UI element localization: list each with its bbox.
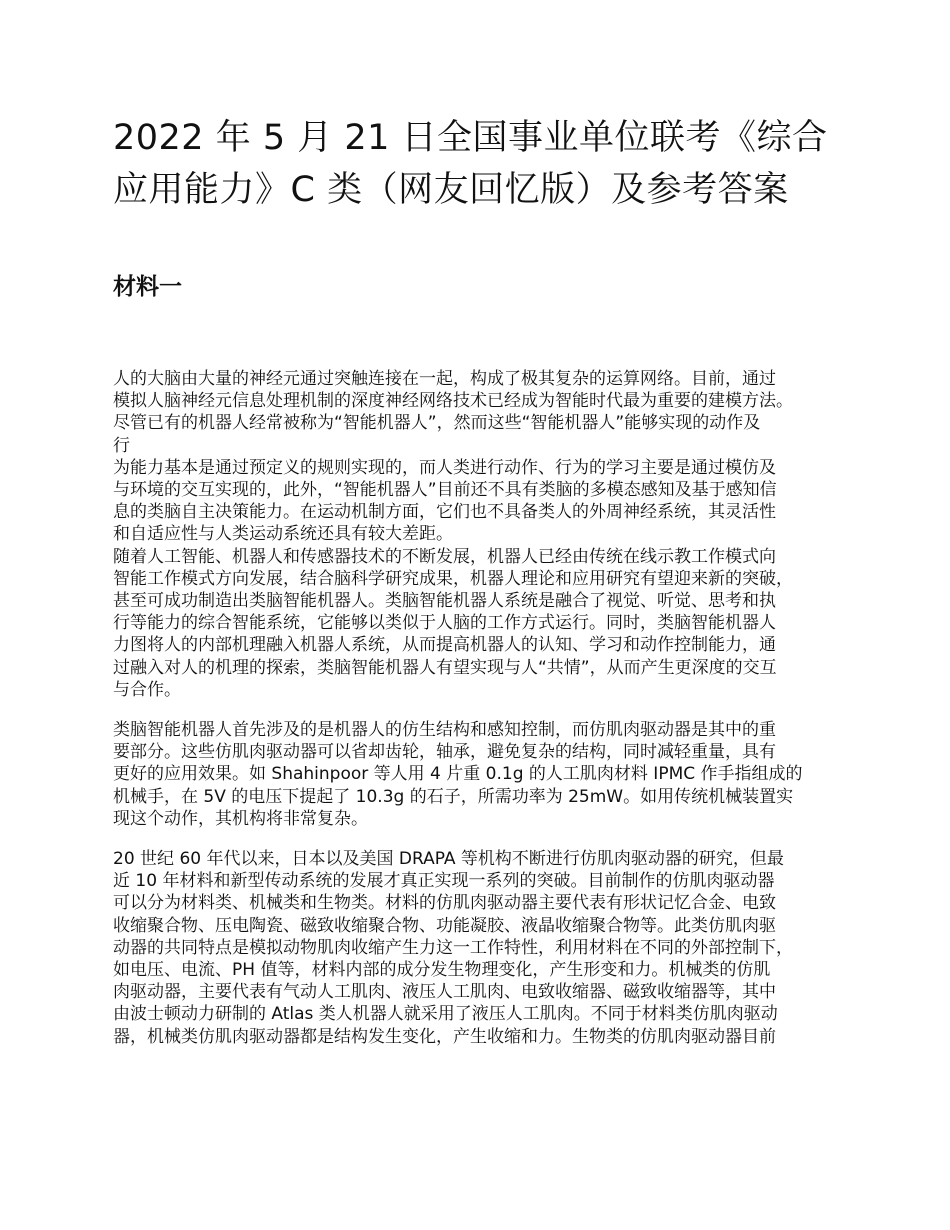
text-line: 由波士顿动力研制的 Atlas 类人机器人就采用了液压人工肌肉。不同于材料类仿肌肉驱动 xyxy=(113,1004,778,1025)
text-line: 模拟人脑神经元信息处理机制的深度神经网络技术已经成为智能时代最为重要的建模方法。 xyxy=(113,391,793,412)
text-line: 要部分。这些仿肌肉驱动器可以省却齿轮，轴承，避免复杂的结构，同时减轻重量，具有 xyxy=(113,742,776,763)
text-line: 随着人工智能、机器人和传感器技术的不断发展，机器人已经由传统在线示教工作模式向 xyxy=(113,546,776,567)
text-line: 人的大脑由大量的神经元通过突触连接在一起，构成了极其复杂的运算网络。目前，通过 xyxy=(113,369,776,389)
text-line: 力图将人的内部机理融入机器人系统，从而提高机器人的认知、学习和动作控制能力，通 xyxy=(113,635,776,656)
text-line: 息的类脑自主决策能力。在运动机制方面，它们也不具备类人的外周神经系统，其灵活性 xyxy=(113,502,776,523)
text-line: 器，机械类仿肌肉驱动器都是结构发生变化，产生收缩和力。生物类的仿肌肉驱动器目前 xyxy=(113,1026,776,1047)
document-page xyxy=(113,112,863,1047)
text-line: 行 xyxy=(113,435,130,456)
title-line-1: 2022 年 5 月 21 日全国事业单位联考《综合 xyxy=(113,118,828,158)
section-heading: 材料一 xyxy=(113,274,182,300)
document-title xyxy=(113,112,863,216)
text-line: 甚至可成功制造出类脑智能机器人。类脑智能机器人系统是融合了视觉、听觉、思考和执 xyxy=(113,591,776,612)
text-line: 20 世纪 60 年代以来，日本以及美国 DRAPA 等机构不断进行仿肌肉驱动器的研究，但最 xyxy=(113,849,784,870)
text-line: 如电压、电流、PH 值等，材料内部的成分发生物理变化，产生形变和力。机械类的仿肌 xyxy=(113,960,771,981)
text-line: 收缩聚合物、压电陶瓷、磁致收缩聚合物、功能凝胶、液晶收缩聚合物等。此类仿肌肉驱 xyxy=(113,915,776,936)
text-line: 智能工作模式方向发展，结合脑科学研究成果，机器人理论和应用研究有望迎来新的突破， xyxy=(113,568,793,589)
text-line: 动器的共同特点是模拟动物肌肉收缩产生力这一工作特性，利用材料在不同的外部控制下， xyxy=(113,937,793,958)
text-line: 尽管已有的机器人经常被称为“智能机器人”，然而这些“智能机器人”能够实现的动作及 xyxy=(113,413,761,434)
text-line: 为能力基本是通过预定义的规则实现的，而人类进行动作、行为的学习主要是通过模仿及 xyxy=(113,457,776,478)
paragraph-2 xyxy=(113,719,863,830)
paragraph-3 xyxy=(113,848,863,1048)
title-line-2: 应用能力》C 类（网友回忆版）及参考答案 xyxy=(113,170,789,210)
text-line: 与环境的交互实现的，此外，“智能机器人”目前还不具有类脑的多模态感知及基于感知信 xyxy=(113,480,777,501)
document-body xyxy=(113,368,863,1048)
text-line: 行等能力的综合智能系统，它能够以类似于人脑的工作方式运行。同时，类脑智能机器人 xyxy=(113,613,776,634)
text-line: 可以分为材料类、机械类和生物类。材料的仿肌肉驱动器主要代表有形状记忆合金、电致 xyxy=(113,893,776,914)
text-line: 与合作。 xyxy=(113,679,181,700)
text-line: 类脑智能机器人首先涉及的是机器人的仿生结构和感知控制，而仿肌肉驱动器是其中的重 xyxy=(113,720,776,741)
text-line: 近 10 年材料和新型传动系统的发展才真正实现一系列的突破。目前制作的仿肌肉驱动器 xyxy=(113,871,775,892)
paragraph-1 xyxy=(113,368,863,701)
text-line: 更好的应用效果。如 Shahinpoor 等人用 4 片重 0.1g 的人工肌肉材料 IPMC 作手指组成的 xyxy=(113,764,803,785)
text-line: 肉驱动器，主要代表有气动人工肌肉、液压人工肌肉、电致收缩器、磁致收缩器等，其中 xyxy=(113,982,776,1003)
text-line: 机械手，在 5V 的电压下提起了 10.3g 的石子，所需功率为 25mW。如用传统机械装置实 xyxy=(113,786,794,807)
text-line: 和自适应性与人类运动系统还具有较大差距。 xyxy=(113,524,453,545)
text-line: 过融入对人的机理的探索，类脑智能机器人有望实现与人“共情”，从而产生更深度的交互 xyxy=(113,657,777,678)
text-line: 现这个动作，其机构将非常复杂。 xyxy=(113,808,368,829)
